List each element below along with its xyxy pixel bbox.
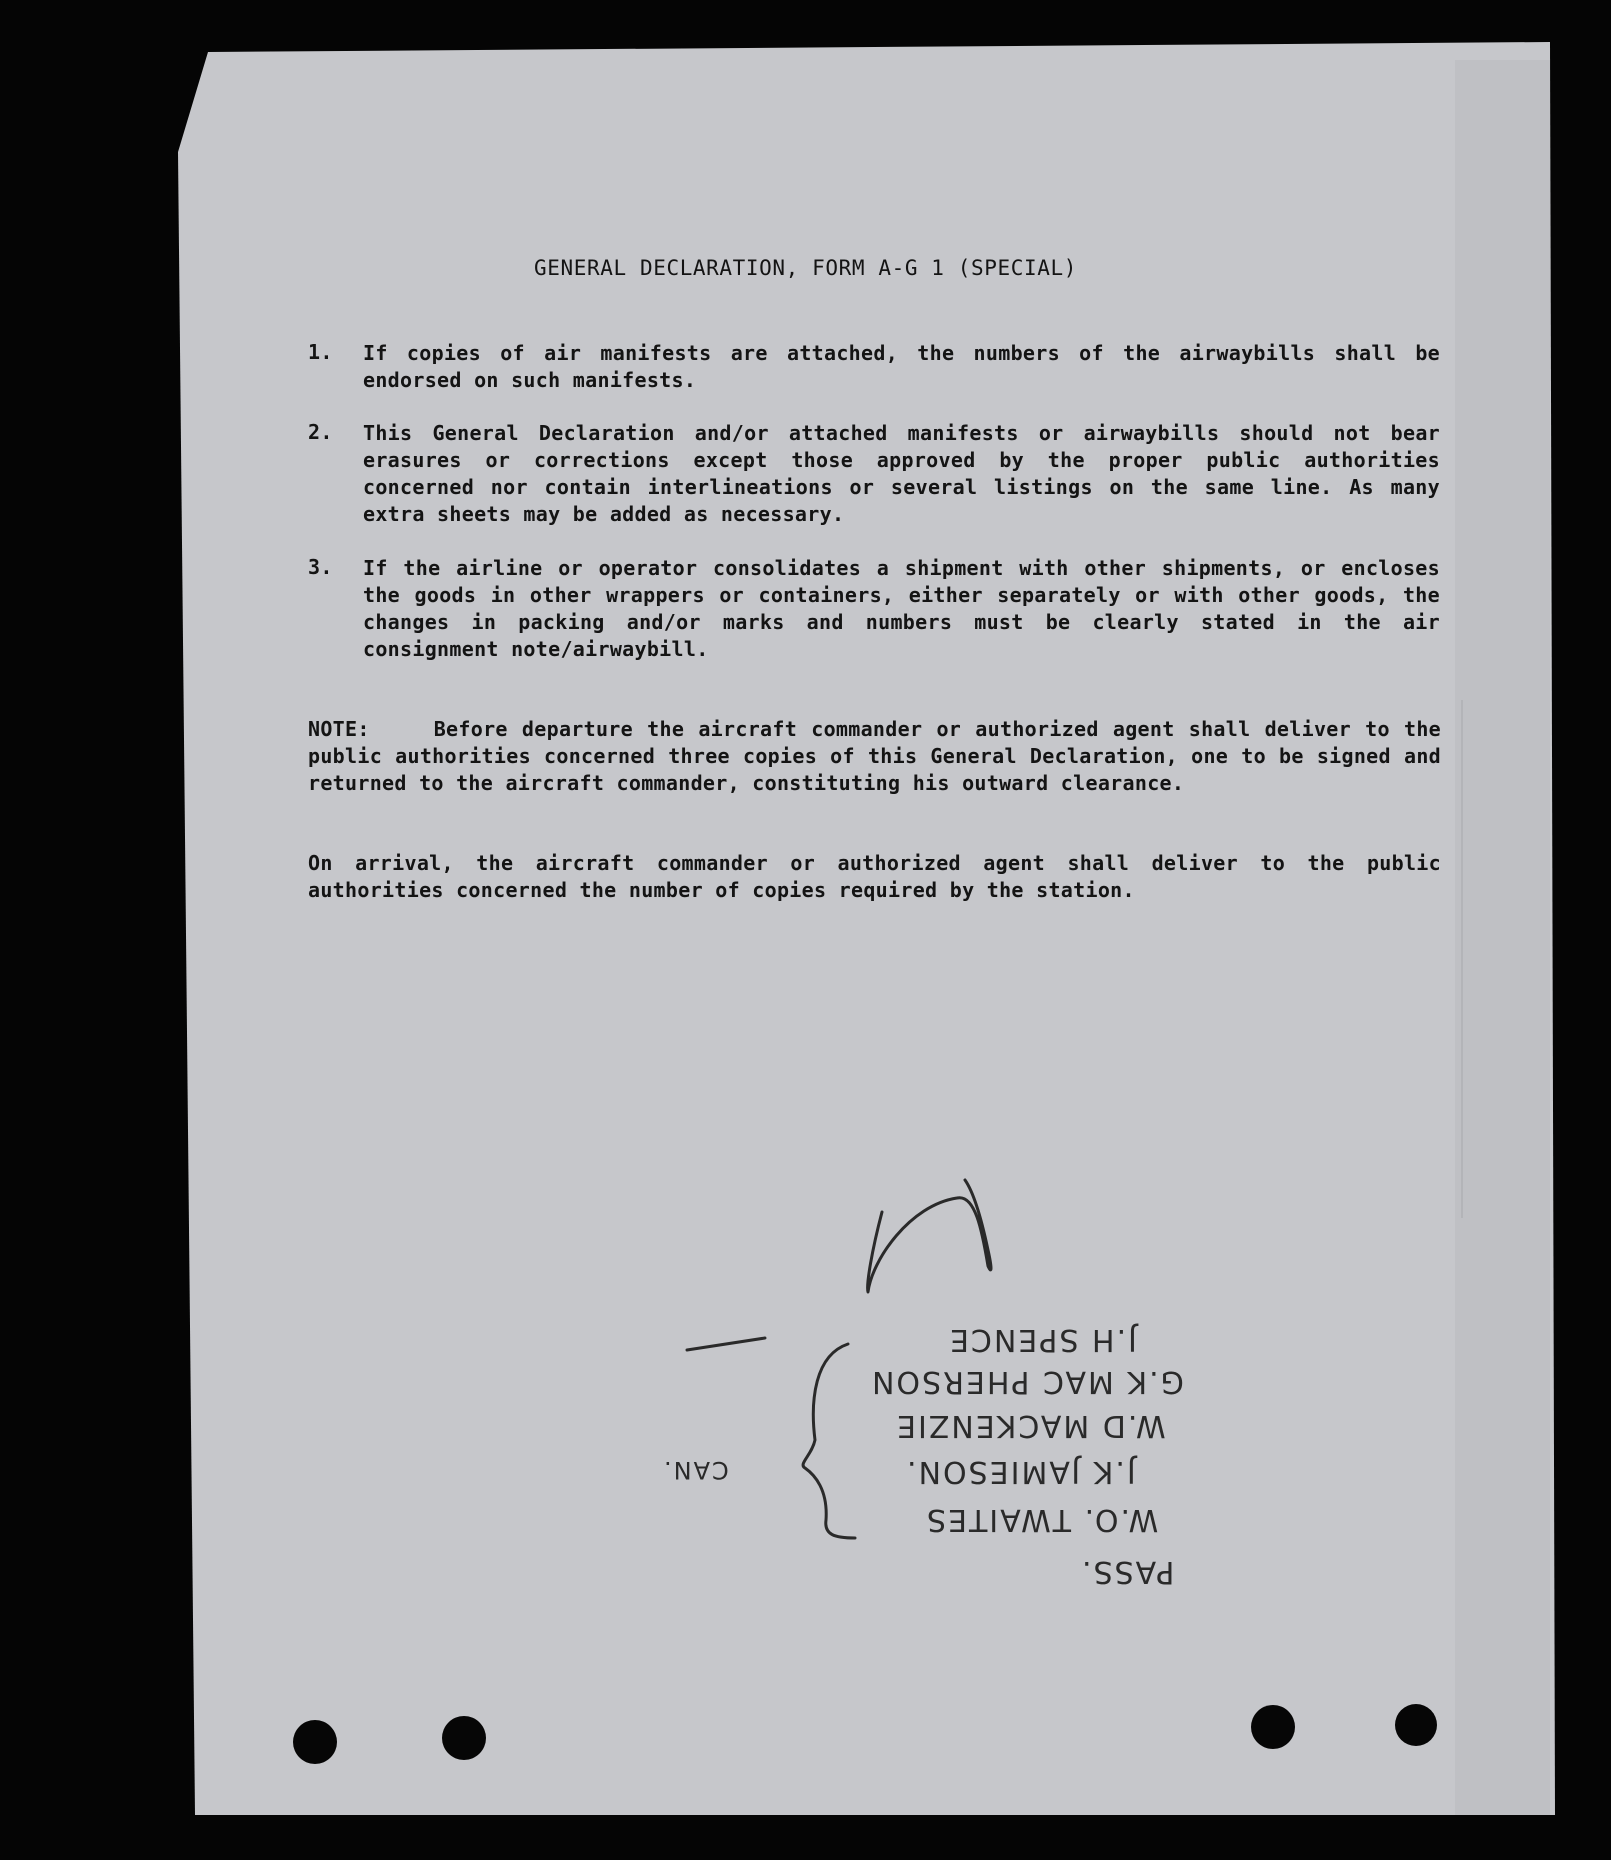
item-text: If copies of air manifests are attached, the numbers of the airwaybills shall be endorsed on such manifests. (363, 341, 1440, 392)
note-paragraph (308, 716, 1441, 797)
handwritten-name: W.O. TWAITES (925, 1502, 1159, 1537)
item-text: This General Declaration and/or attached manifests or airwaybills should not bear erasures or corrections except those approved by the proper public authorities concerned nor contain interlineations or several listings on the same line. As many extra sheets may be added as necessary. (363, 421, 1440, 526)
punch-hole (1395, 1704, 1437, 1746)
handwritten-name: G.K MAC PHERSON (870, 1364, 1184, 1399)
paper-sheet (178, 42, 1555, 1815)
punch-hole (442, 1716, 486, 1760)
item-number: 2. (308, 420, 333, 444)
paper-shade (1455, 60, 1550, 1815)
handwritten-group-label: CAN. (662, 1456, 729, 1484)
punch-hole (1251, 1705, 1295, 1749)
item-number: 3. (308, 555, 333, 579)
handwritten-name: W.D MACKENZIE (895, 1408, 1166, 1443)
item-text: If the airline or operator consolidates a shipment with other shipments, or encloses the goods in other wrappers or containers, either separately or with other goods, the changes in packing and/or marks and numbers must be clearly stated in the air consignment note/airwaybill. (363, 556, 1440, 661)
arrival-paragraph: On arrival, the aircraft commander or authorized agent shall deliver to the public authorities concerned the number of copies required by the station. (308, 851, 1441, 902)
note-label: NOTE: (308, 717, 370, 741)
document-title: GENERAL DECLARATION, FORM A-G 1 (SPECIAL) (534, 256, 1077, 280)
handwritten-pass-label: PASS. (1080, 1554, 1175, 1589)
handwritten-name: J.H SPENCE (948, 1322, 1137, 1357)
item-number: 1. (308, 340, 333, 364)
punch-hole (293, 1720, 337, 1764)
note-text: Before departure the aircraft commander or authorized agent shall deliver to the public authorities concerned three copies of this General Declaration, one to be signed and returned to the aircraft commander, constituting his outward clearance. (308, 717, 1441, 795)
handwritten-name: J.K JAMIESON. (905, 1454, 1136, 1489)
